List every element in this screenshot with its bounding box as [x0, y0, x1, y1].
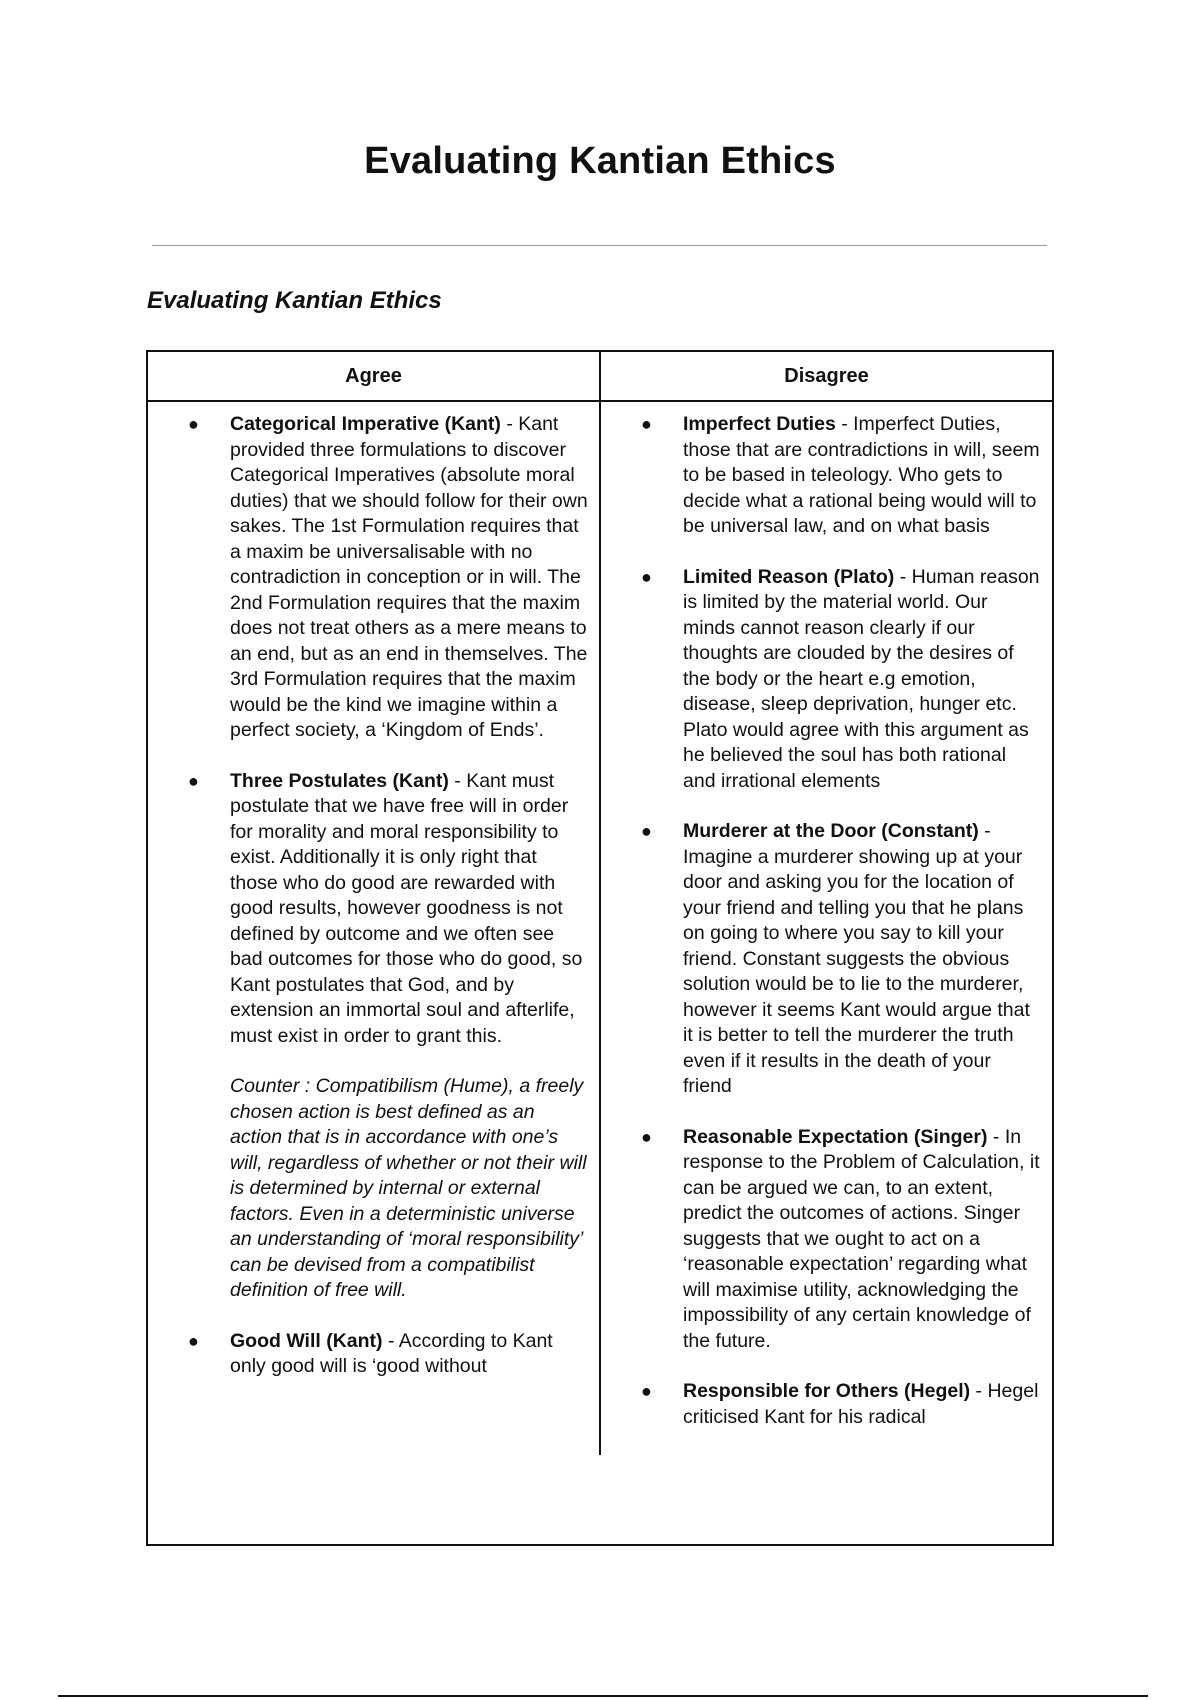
disagree-point-reasonable-expectation [641, 1125, 1042, 1355]
bullet-icon: ● [641, 414, 652, 434]
point-text: - Kant provided three formulations to discover Categorical Imperatives (absolute moral duties) that we should follow for their own sakes. The 1st Formulation requires that a maxim be universalisable with no contradiction in conception or in will. The 2nd Formulation requires that the maxim does not treat others as a mere means to an end, but as an end in themselves. The 3rd Formulation requires that the maxim would be the kind we imagine within a perfect society, a ‘Kingdom of Ends’. [230, 413, 588, 741]
disagree-point-imperfect-duties [641, 412, 1042, 540]
point-term: Reasonable Expectation (Singer) [683, 1125, 988, 1148]
point-text: - In response to the Problem of Calculation, it can be argued we can, to an extent, predict the outcomes of actions. Singer suggests that we ought to act on a ‘reasonable expectation’ regarding what will maximise utility, acknowledging the impossibility of any certain knowledge of the future. [683, 1125, 1040, 1352]
bullet-icon: ● [641, 821, 652, 841]
evaluation-table [146, 350, 1054, 1546]
agree-point-good-will [188, 1329, 589, 1380]
counter-argument: Counter : Compatibilism (Hume), a freely chosen action is best defined as an action that is in accordance with one’s will, regardless of whether or not their will is determined by internal or external factors. Even in a deterministic universe an understanding of ‘moral responsibility’ can be devised from a compatibilist definition of free will. [230, 1075, 587, 1301]
evaluation-table-grid [148, 352, 1052, 1455]
title-divider [152, 245, 1047, 246]
point-term: Murderer at the Door (Constant) [683, 820, 979, 842]
agree-point-categorical-imperative [188, 412, 589, 744]
point-text: - According to Kant only good will is ‘good without [230, 1329, 553, 1377]
table-header-row [148, 352, 1052, 401]
page-title: Evaluating Kantian Ethics [364, 140, 836, 182]
disagree-point-responsible-for-others [641, 1379, 1042, 1430]
point-text: - Imperfect Duties, those that are contradictions in will, seem to be based in teleology. Who gets to decide what a rational being would will to be universal law, and on what basis [683, 413, 1040, 537]
point-text: - Human reason is limited by the material world. Our minds cannot reason clearly if our thoughts are clouded by the desires of the body or the heart e.g emotion, disease, sleep deprivation, hunger etc. Plato would agree with this argument as he believed the soul has both rational and irrational elements [683, 565, 1040, 792]
disagree-points-list [641, 412, 1042, 1430]
section-heading: Evaluating Kantian Ethics [147, 287, 442, 314]
footer-divider [58, 1695, 1148, 1697]
agree-column-cell [148, 401, 600, 1455]
bullet-icon: ● [641, 1126, 652, 1147]
agree-point-three-postulates [188, 769, 589, 1304]
point-term: Three Postulates (Kant) [230, 769, 449, 792]
bullet-icon: ● [641, 1381, 652, 1401]
disagree-point-murderer-at-the-door [641, 819, 1042, 1100]
agree-column-header: Agree [148, 352, 600, 401]
agree-points-list [188, 412, 589, 1380]
point-text: - Kant must postulate that we have free will in order for morality and moral responsibility to exist. Additionally it is only right that those who do good are rewarded with good results, however goodness is not defined by outcome and we often see bad outcomes for those who do good, so Kant postulates that God, and by extension an immortal soul and afterlife, must exist in order to grant this. [230, 769, 583, 1047]
point-term: Good Will (Kant) [230, 1329, 383, 1352]
disagree-point-limited-reason [641, 565, 1042, 795]
point-term: Limited Reason (Plato) [683, 565, 895, 588]
point-text: - Imagine a murderer showing up at your door and asking you for the location of your friend and telling you that he plans on going to where you say to kill your friend. Constant suggests the obvious solution would be to lie to the murderer, however it seems Kant would argue that it is better to tell the murderer the truth even if it results in the death of your friend [683, 820, 1030, 1097]
disagree-column-cell [600, 401, 1052, 1455]
bullet-icon: ● [641, 566, 652, 587]
point-term: Responsible for Others (Hegel) [683, 1380, 971, 1402]
point-text: - Hegel criticised Kant for his radical [683, 1380, 1039, 1428]
point-term: Imperfect Duties [683, 413, 836, 435]
table-body-row [148, 401, 1052, 1455]
bullet-icon: ● [188, 770, 199, 791]
bullet-icon: ● [188, 414, 199, 434]
bullet-icon: ● [188, 1330, 199, 1351]
disagree-column-header: Disagree [600, 352, 1052, 401]
point-term: Categorical Imperative (Kant) [230, 413, 501, 435]
